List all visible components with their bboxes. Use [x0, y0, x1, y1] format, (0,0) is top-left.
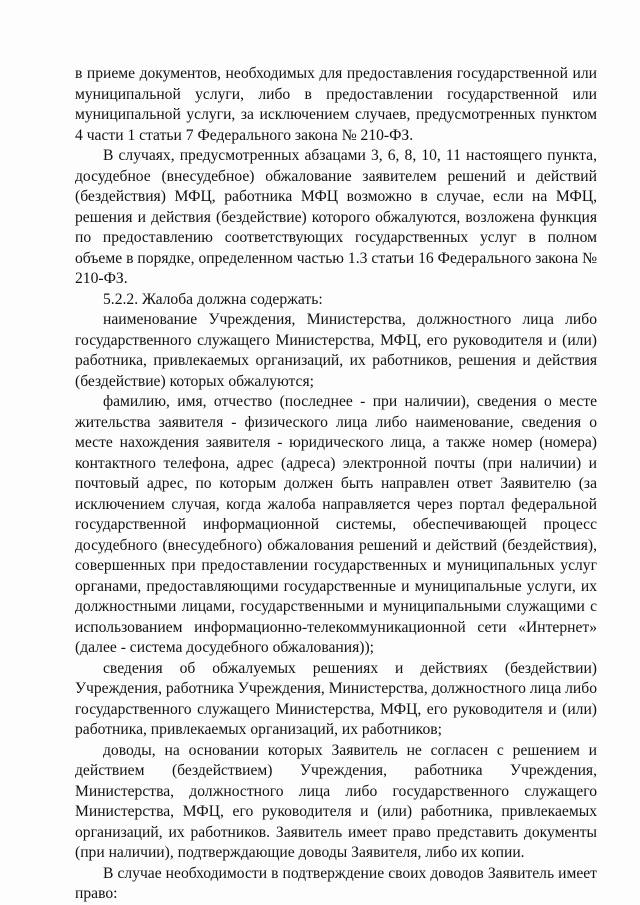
document-body — [75, 64, 597, 905]
paragraph: В случаях, предусмотренных абзацами 3, 6, 8, 10, 11 настоящего пункта, досудебное (внесудебное) обжалование заявителем решений и действий (бездействия) МФЦ, работника МФЦ возможно в случае, если на МФЦ, решения и действия (бездействие) которого обжалуются, возложена функция по предоставлению соответствующих государственных услуг в полном объеме в порядке, определенном частью 1.3 статьи 16 Федерального закона № 210-ФЗ. — [75, 147, 597, 287]
paragraph: В случае необходимости в подтверждение своих доводов Заявитель имеет право: — [75, 864, 597, 902]
paragraph: доводы, на основании которых Заявитель не согласен с решением и действием (бездействием) Учреждения, работника Учреждения, Министерства, должностного лица либо государственного служащего Министерства, МФЦ, его руководителя и (или) работника, привлекаемых организаций, их работников. Заявитель имеет право представить документы (при наличии), подтверждающие доводы Заявителя, либо их копии. — [75, 741, 597, 861]
paragraph: сведения об обжалуемых решениях и действиях (бездействии) Учреждения, работника Учреждения, Министерства, должностного лица либо государственного служащего Министерства, МФЦ, его руководителя и (или) работника, привлекаемых организаций, их работников; — [75, 659, 597, 738]
paragraph: наименование Учреждения, Министерства, должностного лица либо государственного служащего Министерства, МФЦ, его руководителя и (или) работника, привлекаемых организаций, их работников, решения и действия (бездействие) которых обжалуются; — [75, 311, 597, 390]
paragraph: фамилию, имя, отчество (последнее - при наличии), сведения о месте жительства заявителя - физического лица либо наименование, сведения о месте нахождения заявителя - юридического лица, а также номер (номера) контактного телефона, адрес (адреса) электронной почты (при наличии) и почтовый адрес, по которым должен быть направлен ответ Заявителю (за исключением случая, когда жалоба направляется через портал федеральной государственной информационной системы, обеспечивающей процесс досудебного (внесудебного) обжалования решений и действий (бездействия), совершенных при предоставлении государственных и муниципальных услуг органами, предоставляющими государственные и муниципальные услуги, их должностными лицами, государственными и муниципальными служащими с использованием информационно-телекоммуникационной сети «Интернет» (далее - система досудебного обжалования)); — [75, 393, 597, 656]
paragraph: в приеме документов, необходимых для предоставления государственной или муниципальной услуги, либо в предоставлении государственной или муниципальной услуги, за исключением случаев, предусмотренных пунктом 4 части 1 статьи 7 Федерального закона № 210-ФЗ. — [75, 65, 597, 144]
paragraph: 5.2.2. Жалоба должна содержать: — [103, 290, 323, 308]
